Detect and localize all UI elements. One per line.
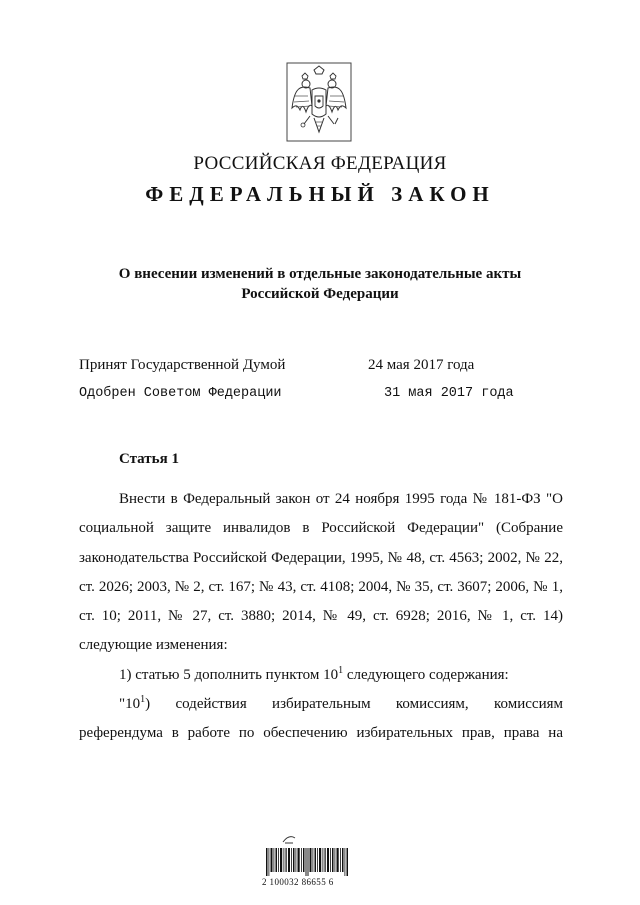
registration-mark-icon <box>282 832 296 844</box>
duma-adoption-label: Принят Государственной Думой <box>79 357 286 373</box>
quoted-amendment-number: "10 <box>119 696 141 713</box>
law-subject <box>95 264 545 304</box>
article-body <box>79 485 563 749</box>
law-subject-line-2: Российской Федерации <box>241 286 399 302</box>
barcode-bars <box>266 848 348 876</box>
barcode-number: 2 100032 86655 6 <box>262 877 334 887</box>
law-title: ФЕДЕРАЛЬНЫЙ ЗАКОН <box>145 182 495 206</box>
double-headed-eagle-icon <box>286 62 352 142</box>
article-item-1-superscript: 1 <box>338 664 344 676</box>
article-heading: Статья 1 <box>119 451 179 467</box>
state-emblem <box>286 62 352 142</box>
article-item-1 <box>79 661 563 690</box>
law-subject-line-1: О внесении изменений в отдельные законодательные акты <box>118 266 522 282</box>
duma-adoption-date: 24 мая 2017 года <box>368 357 475 373</box>
quoted-amendment-text: ) содействия избирательным комиссиям, комиссиям референдума в работе по обеспечению избирательных прав, права на <box>79 696 563 742</box>
country-name: РОССИЙСКАЯ ФЕДЕРАЦИЯ <box>193 153 447 174</box>
council-approval-label: Одобрен Советом Федерации <box>79 386 282 401</box>
article-item-1-tail: следующего содержания: <box>343 666 509 683</box>
article-paragraph: Внести в Федеральный закон от 24 ноября 1995 года № 181-ФЗ "О социальной защите инвалидов в Российской Федерации" (Собрание законодательства Российской Федерации, 1995, № 48, ст. 4563; 2002, № 22, ст. 2026; 2003, № 2, ст. 167; № 43, ст. 4108; 2004, № 35, ст. 3607; 2006, № 1, ст. 10; 2011, № 27, ст. 3880; 2014, № 49, ст. 6928; 2016, № 1, ст. 14) следующие изменения: <box>79 491 563 654</box>
document-barcode <box>262 832 350 887</box>
quoted-amendment <box>79 690 563 749</box>
article-item-1-text: 1) статью 5 дополнить пунктом 10 <box>119 666 339 683</box>
quoted-amendment-superscript: 1 <box>140 694 146 706</box>
council-approval-date: 31 мая 2017 года <box>384 386 514 401</box>
